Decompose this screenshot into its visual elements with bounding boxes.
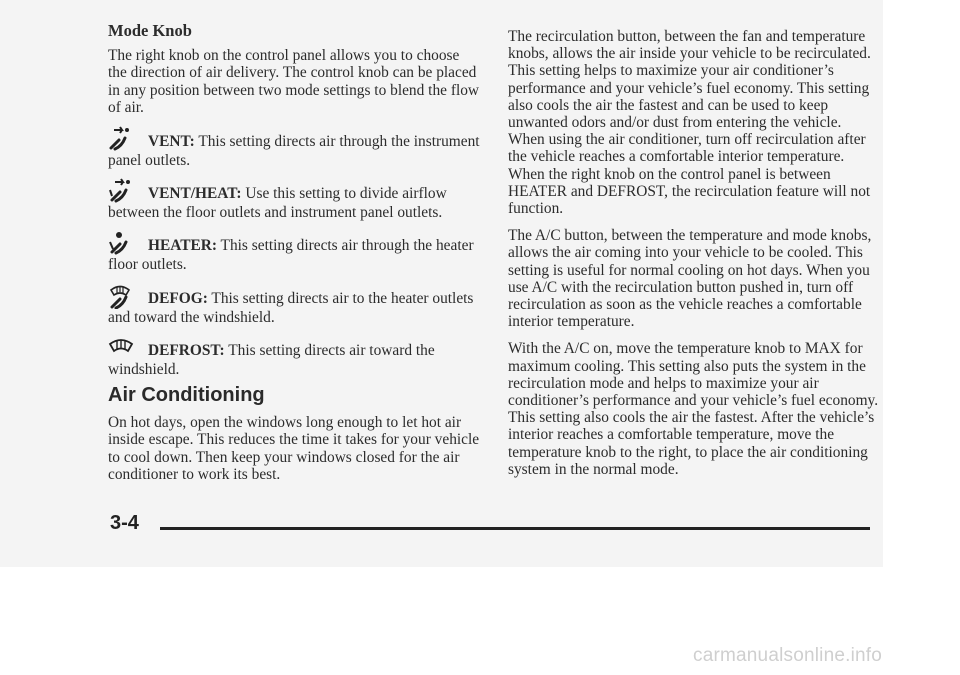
left-column: [108, 22, 480, 493]
vent-icon: [108, 126, 136, 152]
vent-label: VENT:: [148, 133, 195, 151]
defog-label: DEFOG:: [148, 289, 208, 307]
vent-heat-label: VENT/HEAT:: [148, 185, 242, 203]
vent-heat-icon: [108, 178, 136, 204]
defog-icon: [108, 283, 136, 309]
right-column: [508, 28, 880, 488]
mode-vent: [108, 126, 480, 169]
heater-icon: [108, 230, 136, 256]
defrost-icon: [108, 335, 136, 361]
defog-text: This setting directs air to the heater outlets and toward the windshield.: [108, 289, 474, 326]
defrost-label: DEFROST:: [148, 341, 225, 359]
mode-defog: [108, 283, 480, 326]
recirculation-paragraph: The recirculation button, between the fan and temperature knobs, allows the air inside your vehicle to be recirculated. This setting helps to maximize your air conditioner’s performance and your vehicle’s fuel economy. This setting also cools the air the fastest and can be used to keep unwanted odors and/or dust from entering the vehicle. When using the air conditioner, turn off recirculation after the vehicle reaches a comfortable interior temperature. When the right knob on the control panel is between HEATER and DEFROST, the recirculation feature will not function.: [508, 28, 871, 218]
vent-text: This setting directs air through the instrument panel outlets.: [108, 133, 480, 170]
mode-knob-intro: The right knob on the control panel allows you to choose the direction of air delivery. The control knob can be placed in any position between two mode settings to blend the flow of air.: [108, 47, 480, 116]
mode-heater: [108, 230, 480, 273]
mode-knob-heading: Mode Knob: [108, 21, 192, 40]
heater-label: HEATER:: [148, 237, 217, 255]
air-conditioning-text: On hot days, open the windows long enough to let hot air inside escape. This reduces the time it takes for your vehicle to cool down. Then keep your windows closed for the air conditioner to work its best.: [108, 414, 480, 483]
footer-rule: [160, 527, 870, 530]
defrost-text: This setting directs air toward the windshield.: [108, 341, 435, 378]
mode-defrost: [108, 335, 480, 378]
page-number: 3-4: [110, 512, 139, 534]
watermark: carmanualsonline.info: [693, 645, 883, 666]
max-cooling-paragraph: With the A/C on, move the temperature knob to MAX for maximum cooling. This setting also puts the system in the recirculation mode and helps to maximize your air conditioner’s performance and your vehicle’s fuel economy. This setting also cools the air the fastest. After the vehicle’s interior reaches a comfortable temperature, move the temperature knob to the right, to place the air conditioning system in the normal mode.: [508, 340, 879, 478]
vent-heat-text: Use this setting to divide airflow between the floor outlets and instrument panel outlets.: [108, 185, 447, 222]
heater-text: This setting directs air through the heater floor outlets.: [108, 237, 474, 274]
mode-vent-heat: [108, 178, 480, 221]
air-conditioning-heading: Air Conditioning: [108, 384, 265, 407]
ac-button-paragraph: The A/C button, between the temperature and mode knobs, allows the air coming into your vehicle to be cooled. This setting is useful for normal cooling on hot days. When you use A/C with the recirculation button pushed in, turn off recirculation as soon as the vehicle reaches a comfortable interior temperature.: [508, 227, 872, 331]
